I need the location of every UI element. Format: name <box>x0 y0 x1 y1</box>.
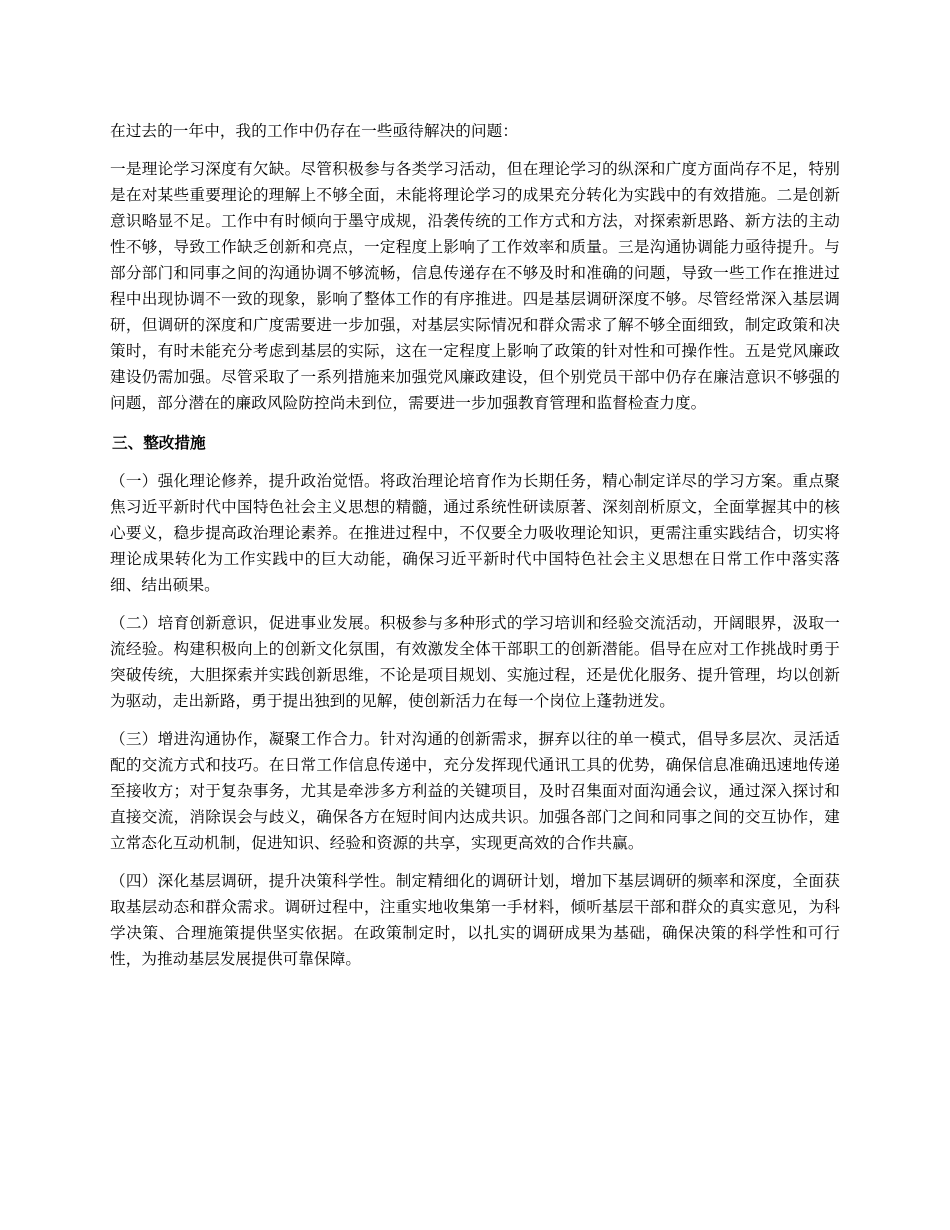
paragraph-problems-list: 一是理论学习深度有欠缺。尽管积极参与各类学习活动，但在理论学习的纵深和广度方面尚存不足，特别是在对某些重要理论的理解上不够全面，未能将理论学习的成果充分转化为实践中的有效措施。二是创新意识略显不足。工作中有时倾向于墨守成规，沿袭传统的工作方式和方法，对探索新思路、新方法的主动性不够，导致工作缺乏创新和亮点，一定程度上影响了工作效率和质量。三是沟通协调能力亟待提升。与部分部门和同事之间的沟通协调不够流畅，信息传递存在不够及时和准确的问题，导致一些工作在推进过程中出现协调不一致的现象，影响了整体工作的有序推进。四是基层调研深度不够。尽管经常深入基层调研，但调研的深度和广度需要进一步加强，对基层实际情况和群众需求了解不够全面细致，制定政策和决策时，有时未能充分考虑到基层的实际，这在一定程度上影响了政策的针对性和可操作性。五是党风廉政建设仍需加强。尽管采取了一系列措施来加强党风廉政建设，但个别党员干部中仍存在廉洁意识不够强的问题，部分潜在的廉政风险防控尚未到位，需要进一步加强教育管理和监督检查力度。 <box>110 160 840 412</box>
paragraph-measure-two: （二）培育创新意识，促进事业发展。积极参与多种形式的学习培训和经验交流活动，开阔眼界，汲取一流经验。构建积极向上的创新文化氛围，有效激发全体干部职工的创新潜能。倡导在应对工作挑战时勇于突破传统，大胆探索并实践创新思维，不论是项目规划、实施过程，还是优化服务、提升管理，均以创新为驱动，走出新路，勇于提出独到的见解，使创新活力在每一个岗位上蓬勃迸发。 <box>110 614 840 710</box>
paragraph-intro: 在过去的一年中，我的工作中仍存在一些亟待解决的问题： <box>110 122 519 140</box>
paragraph-measure-one: （一）强化理论修养，提升政治觉悟。将政治理论培育作为长期任务，精心制定详尽的学习方案。重点聚焦习近平新时代中国特色社会主义思想的精髓，通过系统性研读原著、深刻剖析原文，全面掌握其中的核心要义，稳步提高政治理论素养。在推进过程中，不仅要全力吸收理论知识，更需注重实践结合，切实将理论成果转化为工作实践中的巨大动能，确保习近平新时代中国特色社会主义思想在日常工作中落实落细、结出硕果。 <box>110 472 840 594</box>
document-body <box>110 118 840 972</box>
section-heading-rectification-measures: 三、整改措施 <box>112 434 206 452</box>
paragraph-measure-four: （四）深化基层调研，提升决策科学性。制定精细化的调研计划，增加下基层调研的频率和深度，全面获取基层动态和群众需求。调研过程中，注重实地收集第一手材料，倾听基层干部和群众的真实意见，为科学决策、合理施策提供坚实依据。在政策制定时，以扎实的调研成果为基础，确保决策的科学性和可行性，为推动基层发展提供可靠保障。 <box>110 872 840 968</box>
paragraph-measure-three: （三）增进沟通协作，凝聚工作合力。针对沟通的创新需求，摒弃以往的单一模式，倡导多层次、灵活适配的交流方式和技巧。在日常工作信息传递中，充分发挥现代通讯工具的优势，确保信息准确迅速地传递至接收方；对于复杂事务，尤其是牵涉多方利益的关键项目，及时召集面对面沟通会议，通过深入探讨和直接交流，消除误会与歧义，确保各方在短时间内达成共识。加强各部门之间和同事之间的交互协作，建立常态化互动机制，促进知识、经验和资源的共享，实现更高效的合作共赢。 <box>110 730 840 852</box>
